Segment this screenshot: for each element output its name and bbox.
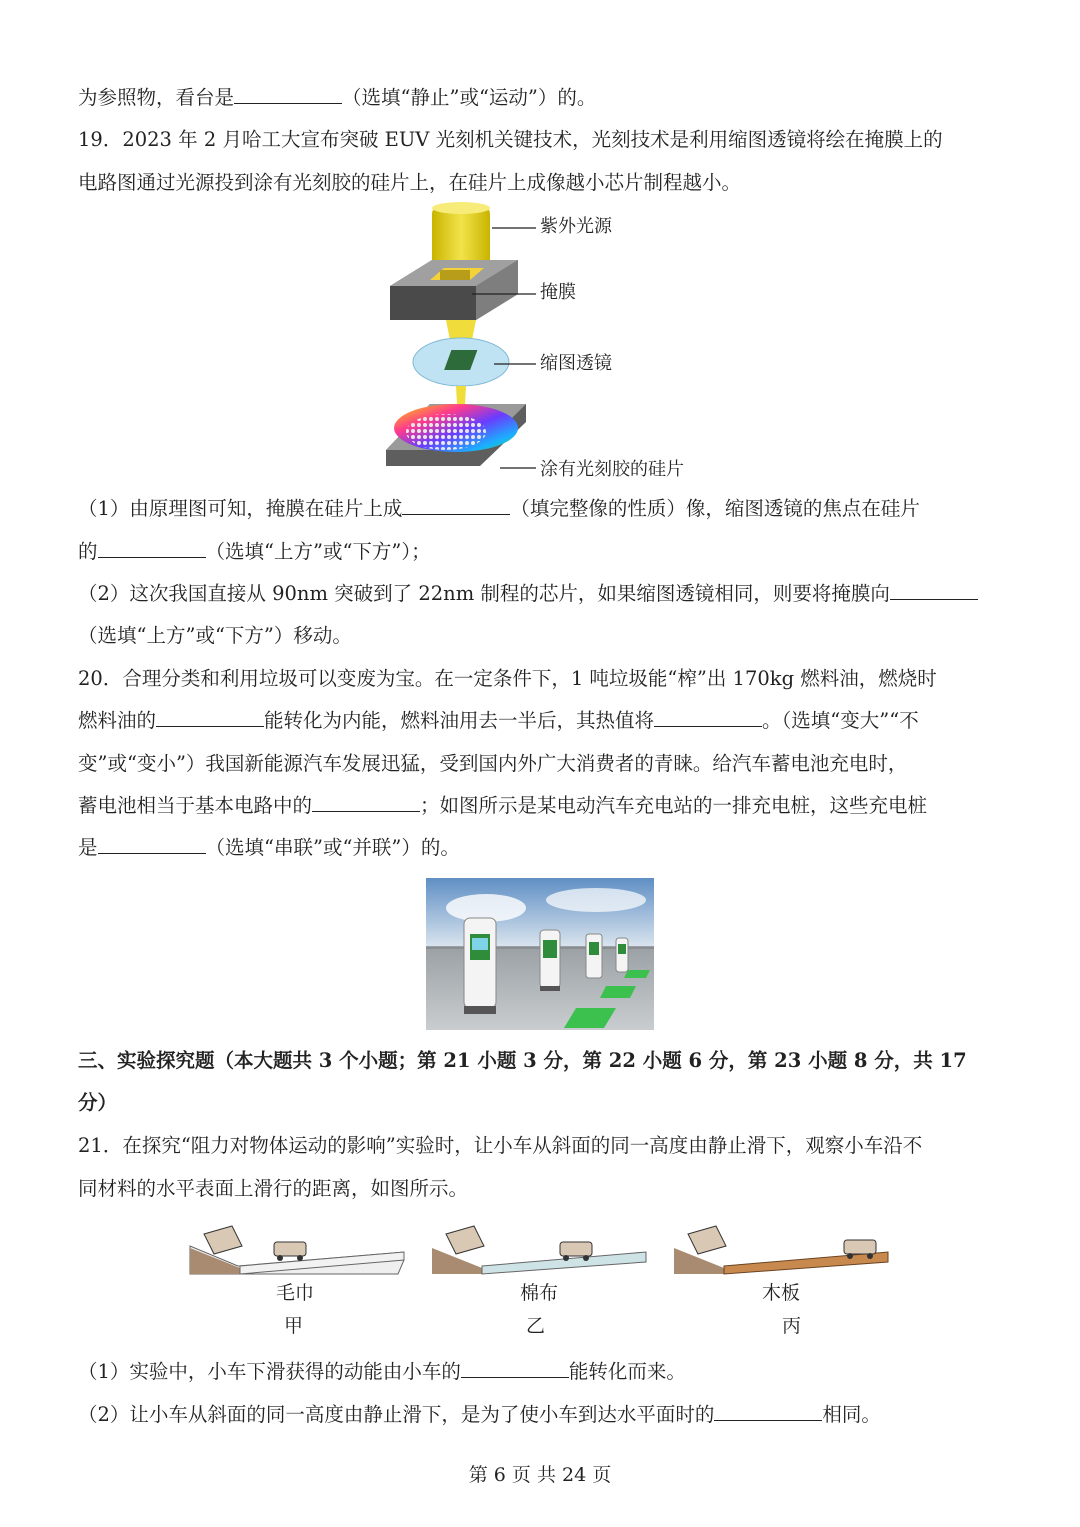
- q19-line1: 19．2023 年 2 月哈工大宣布突破 EUV 光刻机关键技术，光刻技术是利用缩图透镜将绘在掩膜上的: [78, 128, 943, 151]
- answer-blank[interactable]: [714, 1402, 822, 1421]
- q20-line1: 20．合理分类和利用垃圾可以变废为宝。在一定条件下，1 吨垃圾能“榨”出 170kg 燃料油，燃烧时: [78, 667, 937, 690]
- q20-line4: [78, 792, 1004, 820]
- q19-p2-line2: （选填“上方”或“下方”）移动。: [78, 624, 352, 647]
- text: （填完整像的性质）像，缩图透镜的焦点在硅片: [510, 497, 920, 520]
- answer-blank[interactable]: [156, 708, 264, 727]
- charger-2: [540, 930, 560, 991]
- text: （选填“串联”或“并联”）的。: [205, 836, 460, 859]
- q21-p2: [78, 1401, 1004, 1429]
- charger-1: [464, 918, 496, 1014]
- text: 燃料油的: [78, 709, 157, 732]
- text: （选填“静止”或“运动”）的。: [342, 86, 597, 109]
- label-uv-source: 紫外光源: [540, 216, 612, 237]
- page-footer: 第 6 页 共 24 页: [468, 1464, 612, 1486]
- text: 。（选填“变大”“不: [762, 709, 919, 732]
- q20-line2: [78, 707, 1004, 735]
- q20-line3: 变”或“变小”）我国新能源汽车发展迅猛，受到国内外广大消费者的青睐。给汽车蓄电池充电时，: [78, 752, 908, 775]
- answer-blank[interactable]: [654, 708, 762, 727]
- top-line: [78, 84, 1004, 112]
- label-jia: 甲: [284, 1315, 304, 1337]
- q19-p1-line2: [78, 538, 1004, 566]
- text: 能转化而来。: [568, 1360, 686, 1383]
- answer-blank[interactable]: [312, 793, 420, 812]
- label-mask: 掩膜: [540, 282, 576, 303]
- ramp-figure-cotton: [430, 1222, 650, 1278]
- text: （1）实验中，小车下滑获得的动能由小车的: [78, 1360, 461, 1383]
- answer-blank[interactable]: [461, 1359, 569, 1378]
- label-cotton: 棉布: [520, 1282, 559, 1304]
- answer-blank[interactable]: [890, 581, 978, 600]
- text: 相同。: [822, 1403, 881, 1426]
- label-lens: 缩图透镜: [540, 353, 612, 374]
- q21-line1: 21．在探究“阻力对物体运动的影响”实验时，让小车从斜面的同一高度由静止滑下，观察小车沿不: [78, 1134, 923, 1157]
- answer-blank[interactable]: [98, 539, 206, 558]
- answer-blank[interactable]: [98, 835, 206, 854]
- uv-beam: [432, 206, 490, 268]
- label-wafer: 涂有光刻胶的硅片: [540, 459, 684, 480]
- label-yi: 乙: [526, 1315, 546, 1337]
- text: 的: [78, 540, 98, 563]
- answer-blank[interactable]: [402, 496, 510, 515]
- text: 是: [78, 836, 98, 859]
- q19-line2: 电路图通过光源投到涂有光刻胶的硅片上，在硅片上成像越小芯片制程越小。: [78, 171, 742, 194]
- charging-station-photo: [426, 878, 654, 1030]
- charger-3: [586, 934, 602, 978]
- q20-line5: [78, 834, 1004, 862]
- q19-p1-line1: [78, 495, 1004, 523]
- text: ；如图所示是某电动汽车充电站的一排充电桩，这些充电桩: [420, 794, 928, 817]
- answer-blank[interactable]: [234, 85, 342, 104]
- q21-p1: [78, 1358, 1004, 1386]
- ramp-figure-towel: [188, 1222, 408, 1278]
- section3-heading-line2: 分）: [78, 1091, 118, 1114]
- q21-line2: 同材料的水平表面上滑行的距离，如图所示。: [78, 1177, 469, 1200]
- text: （1）由原理图可知，掩膜在硅片上成: [78, 497, 403, 520]
- text: 能转化为内能，燃料油用去一半后，其热值将: [264, 709, 655, 732]
- text: （2）这次我国直接从 90nm 突破到了 22nm 制程的芯片，如果缩图透镜相同，则要将掩膜向: [78, 582, 890, 605]
- section3-heading-line1: 三、实验探究题（本大题共 3 个小题；第 21 小题 3 分，第 22 小题 6 分，第 23 小题 8 分，共 17: [78, 1049, 967, 1072]
- label-bing: 丙: [782, 1315, 802, 1337]
- charger-4: [616, 938, 628, 972]
- text: （2）让小车从斜面的同一高度由静止滑下，是为了使小车到达水平面时的: [78, 1403, 715, 1426]
- label-wood: 木板: [762, 1282, 801, 1304]
- text: 蓄电池相当于基本电路中的: [78, 794, 313, 817]
- text: 为参照物，看台是: [78, 86, 235, 109]
- q19-p2-line1: [78, 580, 1004, 608]
- label-towel: 毛巾: [276, 1282, 315, 1304]
- ramp-figure-wood: [672, 1222, 892, 1278]
- text: （选填“上方”或“下方”）；: [205, 540, 431, 563]
- lithography-diagram: [380, 200, 720, 484]
